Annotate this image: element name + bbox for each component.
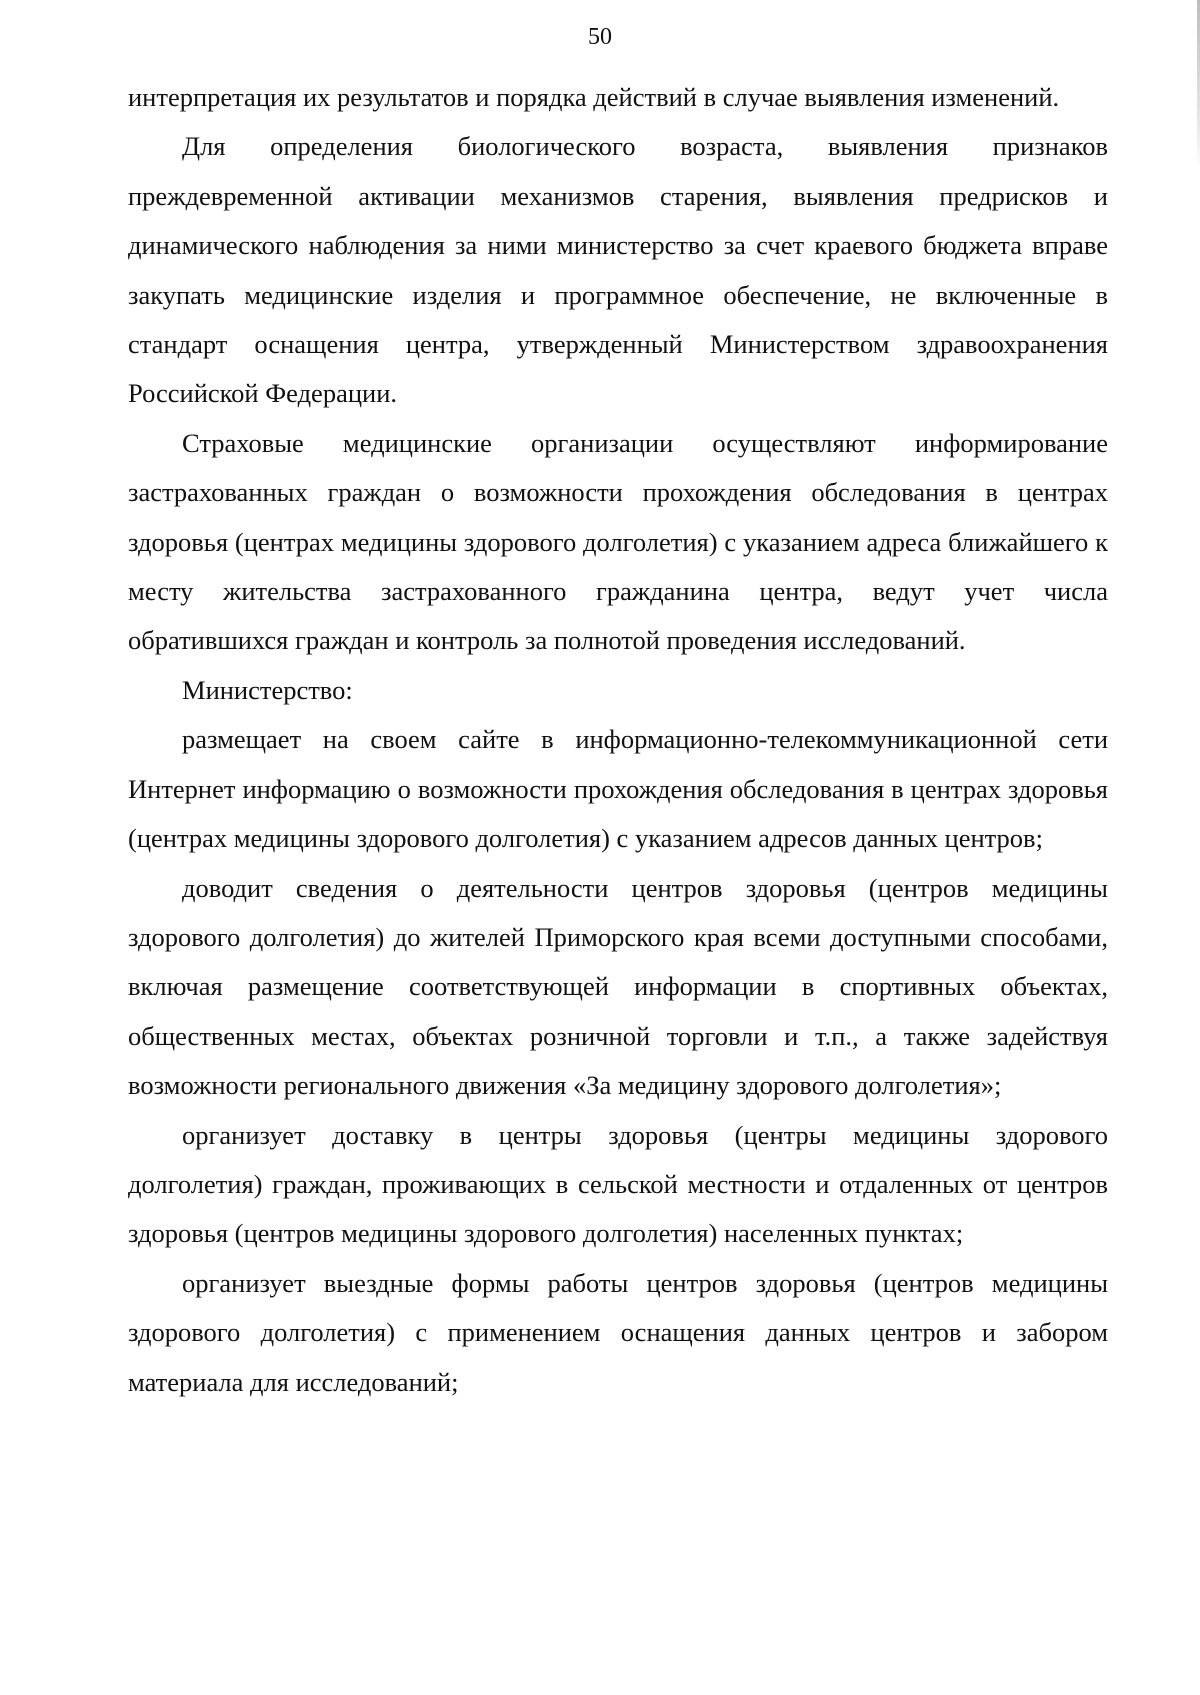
paragraph-delivery-rural: организует доставку в центры здоровья (центры медицины здорового долголетия) граждан, проживающих в сельской местности и отдаленных от центров здоровья (центров медицины здорового долголетия) населенных пунктах; xyxy=(128,1119,1108,1249)
paragraph-ministry-heading: Министерство: xyxy=(182,674,353,705)
document-body xyxy=(128,73,1108,1407)
paragraph-continuation: интерпретация их результатов и порядка действий в случае выявления изменений. xyxy=(128,82,1060,112)
paragraph-biological-age: Для определения биологического возраста, выявления признаков преждевременной активации механизмов старения, выявления предрисков и динамического наблюдения за ними министерство за счет краевого бюджета вправе закупать медицинские изделия и программное обеспечение, не включенные в стандарт оснащения центра, утвержденный Министерством здравоохранения Российской Федерации. xyxy=(128,131,1108,409)
page-number: 50 xyxy=(588,24,612,50)
paragraph-informing-residents: доводит сведения о деятельности центров здоровья (центров медицины здорового долголетия) до жителей Приморского края всеми доступными способами, включая размещение соответствующей информации в спортивных объектах, общественных местах, объектах розничной торговли и т.п., а также задействуя возможности регионального движения «За медицину здорового долголетия»; xyxy=(128,872,1108,1101)
paragraph-mobile-forms: организует выездные формы работы центров здоровья (центров медицины здорового долголетия) с применением оснащения данных центров и забором материала для исследований; xyxy=(128,1267,1108,1397)
paragraph-website-info: размещает на своем сайте в информационно-телекоммуникационной сети Интернет информацию о возможности прохождения обследования в центрах здоровья (центрах медицины здорового долголетия) с указанием адресов данных центров; xyxy=(128,724,1108,854)
paragraph-insurance-organizations: Страховые медицинские организации осуществляют информирование застрахованных граждан о возможности прохождения обследования в центрах здоровья (центрах медицины здорового долголетия) с указанием адреса ближайшего к месту жительства застрахованного гражданина центра, ведут учет числа обратившихся граждан и контроль за полнотой проведения исследований. xyxy=(128,427,1108,656)
